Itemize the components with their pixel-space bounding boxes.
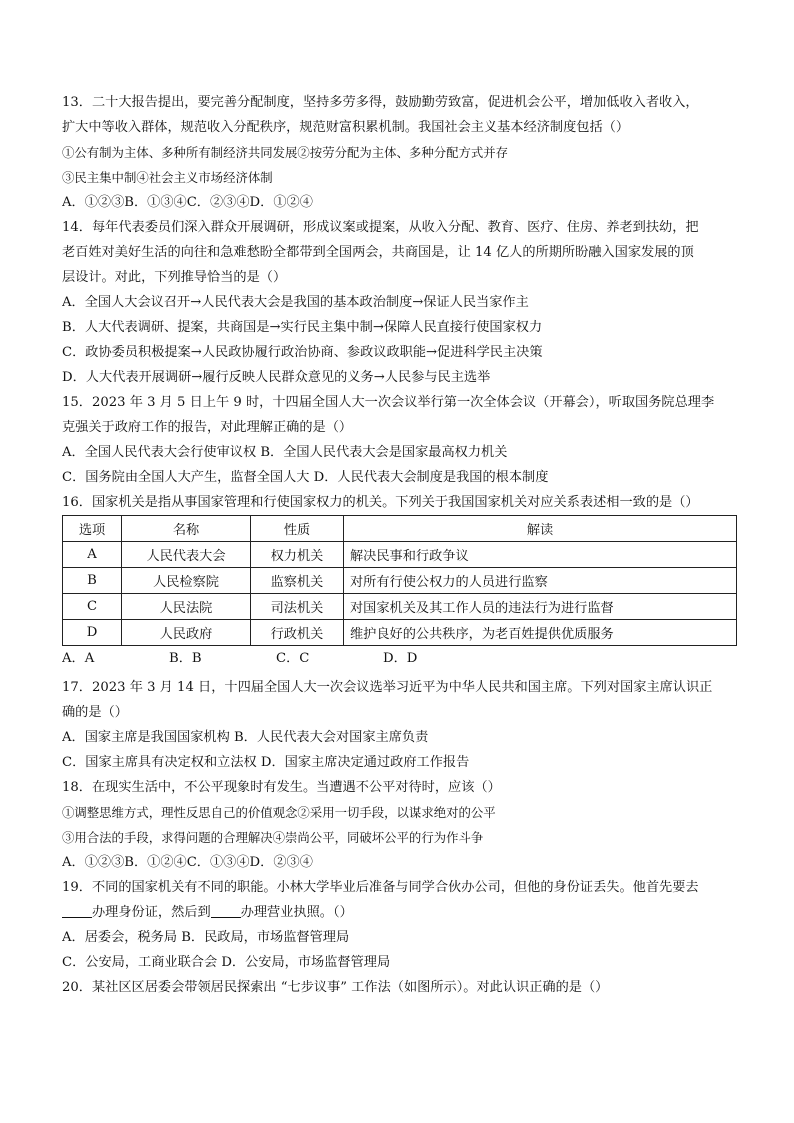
q14-option-c: C．政协委员积极提案→人民政协履行政治协商、参政议政职能→促进科学民主决策 — [62, 345, 543, 360]
table-cell: 对国家机关及其工作人员的违法行为进行监督 — [344, 594, 737, 620]
q16-answer-options — [62, 646, 490, 671]
table-row — [63, 594, 737, 620]
table-row — [63, 542, 737, 568]
fill-blank-1 — [62, 903, 92, 918]
q13-answer-options: A．①②③B．①③④C．②③④D．①②④ — [62, 195, 313, 210]
table-cell: 对所有行使公权力的人员进行监察 — [344, 568, 737, 594]
table-cell: 人民检察院 — [122, 568, 251, 594]
table-cell: 解决民事和行政争议 — [344, 542, 737, 568]
q14-option-b: B．人大代表调研、提案，共商国是→实行民主集中制→保障人民直接行使国家权力 — [62, 320, 543, 335]
table-row — [63, 568, 737, 594]
q14-stem-line-2: 老百姓对美好生活的向往和急难愁盼全都带到全国两会，共商国是，让 14 亿人的所期所盼融入国家发展的顶 — [62, 245, 694, 260]
table-cell: 行政机关 — [251, 620, 344, 646]
table-cell: 监察机关 — [251, 568, 344, 594]
q15-options-cd: C．国务院由全国人大产生，监督全国人大 D．人民代表大会制度是我国的根本制度 — [62, 470, 549, 485]
q14-option-a: A．全国人大会议召开→人民代表大会是我国的基本政治制度→保证人民当家作主 — [62, 295, 529, 310]
q18-stem: 18．在现实生活中，不公平现象时有发生。当遭遇不公平对待时，应该（） — [62, 780, 501, 795]
q15-stem-line-1: 15．2023 年 3 月 5 日上午 9 时，十四届全国人大一次会议举行第一次全体会议（开幕会），听取国务院总理李 — [62, 395, 715, 410]
table-cell: 司法机关 — [251, 594, 344, 620]
exam-page — [62, 90, 737, 1000]
q16-table — [62, 515, 737, 646]
table-cell: D — [63, 620, 122, 646]
q14-stem-line-3: 层设计。对此，下列推导恰当的是（） — [62, 270, 287, 285]
q19-options-cd: C．公安局，工商业联合会 D．公安局，市场监督管理局 — [62, 955, 391, 970]
table-header-nature: 性质 — [251, 516, 344, 542]
q20-stem: 20．某社区区居委会带领居民探索出 “七步议事” 工作法（如图所示）。对此认识正确的是（） — [62, 980, 609, 995]
q13-stem-line-1: 13．二十大报告提出，要完善分配制度，坚持多劳多得，鼓励勤劳致富，促进机会公平，增加低收入者收入， — [62, 95, 699, 110]
table-header-name: 名称 — [122, 516, 251, 542]
q16-stem: 16．国家机关是指从事国家管理和行使国家权力的机关。下列关于我国国家机关对应关系表述相一致的是（） — [62, 495, 699, 510]
q17-options-ab: A．国家主席是我国国家机构 B．人民代表大会对国家主席负责 — [62, 730, 429, 745]
table-header-option: 选项 — [63, 516, 122, 542]
table-cell: 维护良好的公共秩序，为老百姓提供优质服务 — [344, 620, 737, 646]
table-cell: B — [63, 568, 122, 594]
table-cell: 权力机关 — [251, 542, 344, 568]
q16-answer-a: A．A — [62, 651, 95, 666]
q19-options-ab: A．居委会，税务局 B．民政局，市场监督管理局 — [62, 930, 350, 945]
q18-answer-options: A．①②③B．①②④C．①③④D．②③④ — [62, 855, 313, 870]
q13-stem-line-2: 扩大中等收入群体，规范收入分配秩序，规范财富积累机制。我国社会主义基本经济制度包括（） — [62, 120, 630, 135]
fill-blank-2 — [211, 903, 241, 918]
q16-answer-d: D．D — [383, 651, 418, 666]
table-cell: 人民政府 — [122, 620, 251, 646]
q19-stem-line-2 — [62, 900, 737, 925]
q18-statements-1: ①调整思维方式，理性反思自己的价值观念②采用一切手段，以谋求绝对的公平 — [62, 805, 496, 820]
q15-options-ab: A．全国人民代表大会行使审议权 B．全国人民代表大会是国家最高权力机关 — [62, 445, 508, 460]
table-cell: 人民代表大会 — [122, 542, 251, 568]
q17-options-cd: C．国家主席具有决定权和立法权 D．国家主席决定通过政府工作报告 — [62, 755, 470, 770]
q15-stem-line-2: 克强关于政府工作的报告，对此理解正确的是（） — [62, 420, 353, 435]
q19-stem-part-b: 办理营业执照。（） — [240, 905, 353, 920]
table-cell: 人民法院 — [122, 594, 251, 620]
table-row — [63, 620, 737, 646]
q17-stem-line-2: 确的是（） — [62, 705, 128, 720]
q16-answer-c: C．C — [276, 651, 310, 666]
q17-stem-line-1: 17．2023 年 3 月 14 日，十四届全国人大一次会议选举习近平为中华人民共和国主席。下列对国家主席认识正 — [62, 680, 713, 695]
q18-statements-2: ③用合法的手段，求得问题的合理解决④崇尚公平，同破坏公平的行为作斗争 — [62, 830, 484, 845]
q19-stem-line-1: 19．不同的国家机关有不同的职能。小林大学毕业后准备与同学合伙办公司，但他的身份证丢失。他首先要去 — [62, 880, 699, 895]
q14-option-d: D．人大代表开展调研→履行反映人民群众意见的义务→人民参与民主选举 — [62, 370, 491, 385]
q16-answer-b: B．B — [169, 651, 202, 666]
q19-stem-part-a: 办理身份证，然后到 — [92, 905, 211, 920]
q13-statements-1: ①公有制为主体、多种所有制经济共同发展②按劳分配为主体、多种分配方式并存 — [62, 145, 509, 160]
table-header-interpretation: 解读 — [344, 516, 737, 542]
table-cell: C — [63, 594, 122, 620]
q14-stem-line-1: 14．每年代表委员们深入群众开展调研，形成议案或提案，从收入分配、教育、医疗、住房、养老到扶幼，把 — [62, 220, 699, 235]
table-header-row — [63, 516, 737, 542]
table-cell: A — [63, 542, 122, 568]
q13-statements-2: ③民主集中制④社会主义市场经济体制 — [62, 170, 273, 185]
